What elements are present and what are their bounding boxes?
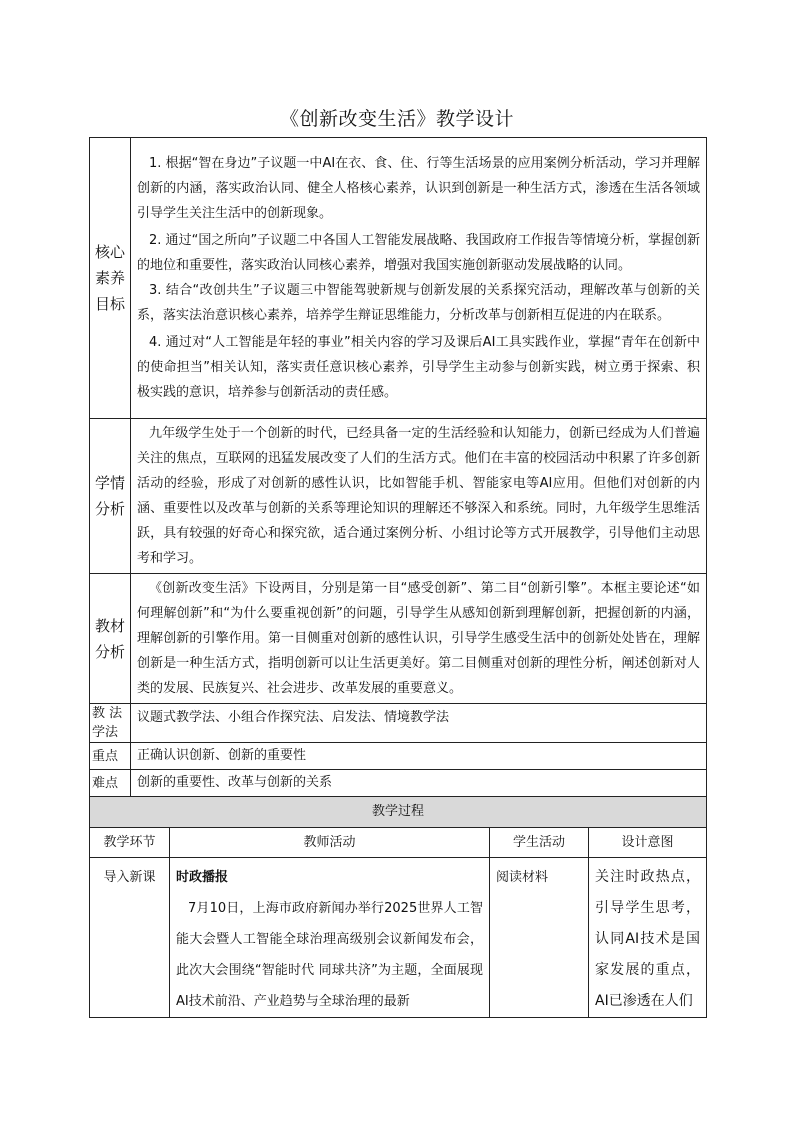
goal-item: 1. 根据“智在身边”子议题一中AI在衣、食、住、行等生活场景的应用案例分析活动，学习并理解创新的内涵，落实政治认同、健全人格核心素养，认识到创新是一种生活方式，渗透在生活各领域引导学生关注生活中的创新现象。 xyxy=(137,156,701,221)
goals-label: 核心 素养 目标 xyxy=(90,138,131,419)
textbook-row xyxy=(90,574,707,704)
students-row xyxy=(90,419,707,574)
process-header-row xyxy=(90,828,707,858)
goal-item: 2. 通过“国之所向”子议题二中各国人工智能发展战略、我国政府工作报告等情境分析，掌握创新的地位和重要性，落实政治认同核心素养，增强对我国实施创新驱动发展战略的认同。 xyxy=(137,233,701,273)
key-points-label: 重点 xyxy=(90,743,131,770)
document-title: 《创新改变生活》教学设计 xyxy=(279,108,514,130)
key-points-content: 正确认识创新、创新的重要性 xyxy=(131,743,707,770)
students-label: 学情 分析 xyxy=(90,419,131,574)
lesson-plan-table xyxy=(89,137,707,1018)
header-stage: 教学环节 xyxy=(90,828,170,858)
header-teacher: 教师活动 xyxy=(170,828,490,858)
teacher-activity-cell xyxy=(170,858,490,1018)
students-content: 九年级学生处于一个创新的时代，已经具备一定的生活经验和认知能力，创新已经成为人们普遍关注的焦点，互联网的迅猛发展改变了人们的生活方式。他们在丰富的校园活动中积累了许多创新活动的经验，形成了对创新的感性认识，比如智能手机、智能家电等AI应用。但他们对创新的内涵、重要性以及改革与创新的关系等理论知识的理解还不够深入和系统。同时，九年级学生思维活跃，具有较强的好奇心和探究欲，适合通过案例分析、小组讨论等方式开展教学，引导他们主动思考和学习。 xyxy=(131,419,707,574)
goal-item: 4. 通过对“人工智能是年轻的事业”相关内容的学习及课后AI工具实践作业，掌握“青年在创新中的使命担当”相关认知，落实责任意识核心素养，引导学生主动参与创新实践，树立勇于探索、积极实践的意识，培养参与创新活动的责任感。 xyxy=(137,335,701,400)
process-band-row xyxy=(90,797,707,828)
textbook-content: 《创新改变生活》下设两目，分别是第一目“感受创新”、第二目“创新引擎”。本框主要论述“如何理解创新”和“为什么要重视创新”的问题，引导学生从感知创新到理解创新，把握创新的内涵，理解创新的引擎作用。第一目侧重对创新的感性认识，引导学生感受生活中的创新处处皆在，理解创新是一种生活方式，指明创新可以让生活更美好。第二目侧重对创新的理性分析，阐述创新对人类的发展、民族复兴、社会进步、改革发展的重要意义。 xyxy=(131,574,707,704)
methods-label: 教 法 学法 xyxy=(90,704,131,743)
stage-cell: 导入新课 xyxy=(90,858,170,1018)
key-points-row xyxy=(90,743,707,770)
process-row xyxy=(90,858,707,1018)
methods-row xyxy=(90,704,707,743)
methods-content: 议题式教学法、小组合作探究法、启发法、情境教学法 xyxy=(131,704,707,743)
difficulties-content: 创新的重要性、改革与创新的关系 xyxy=(131,770,707,797)
teacher-heading: 时政播报 xyxy=(176,870,229,885)
goals-content xyxy=(131,138,707,419)
header-student: 学生活动 xyxy=(490,828,589,858)
process-band: 教学过程 xyxy=(90,797,707,828)
student-activity-cell: 阅读材料 xyxy=(490,858,589,1018)
goals-row xyxy=(90,138,707,419)
design-intent-cell: 关注时政热点，引导学生思考，认同AI技术是国家发展的重点，AI已渗透在人们 xyxy=(589,858,707,1018)
goal-item: 3. 结合“改创共生”子议题三中智能驾驶新规与创新发展的关系探究活动，理解改革与创新的关系，落实法治意识核心素养，培养学生辩证思维能力，分析改革与创新相互促进的内在联系。 xyxy=(137,283,701,323)
header-intent: 设计意图 xyxy=(589,828,707,858)
teacher-text: 7月10日，上海市政府新闻办举行2025世界人工智能大会暨人工智能全球治理高级别会议新闻发布会，此次大会围绕“智能时代 同球共济”为主题，全面展现AI技术前沿、产业趋势与全球治理的最新 xyxy=(176,901,483,1009)
textbook-label: 教材 分析 xyxy=(90,574,131,704)
difficulties-label: 难点 xyxy=(90,770,131,797)
difficulties-row xyxy=(90,770,707,797)
